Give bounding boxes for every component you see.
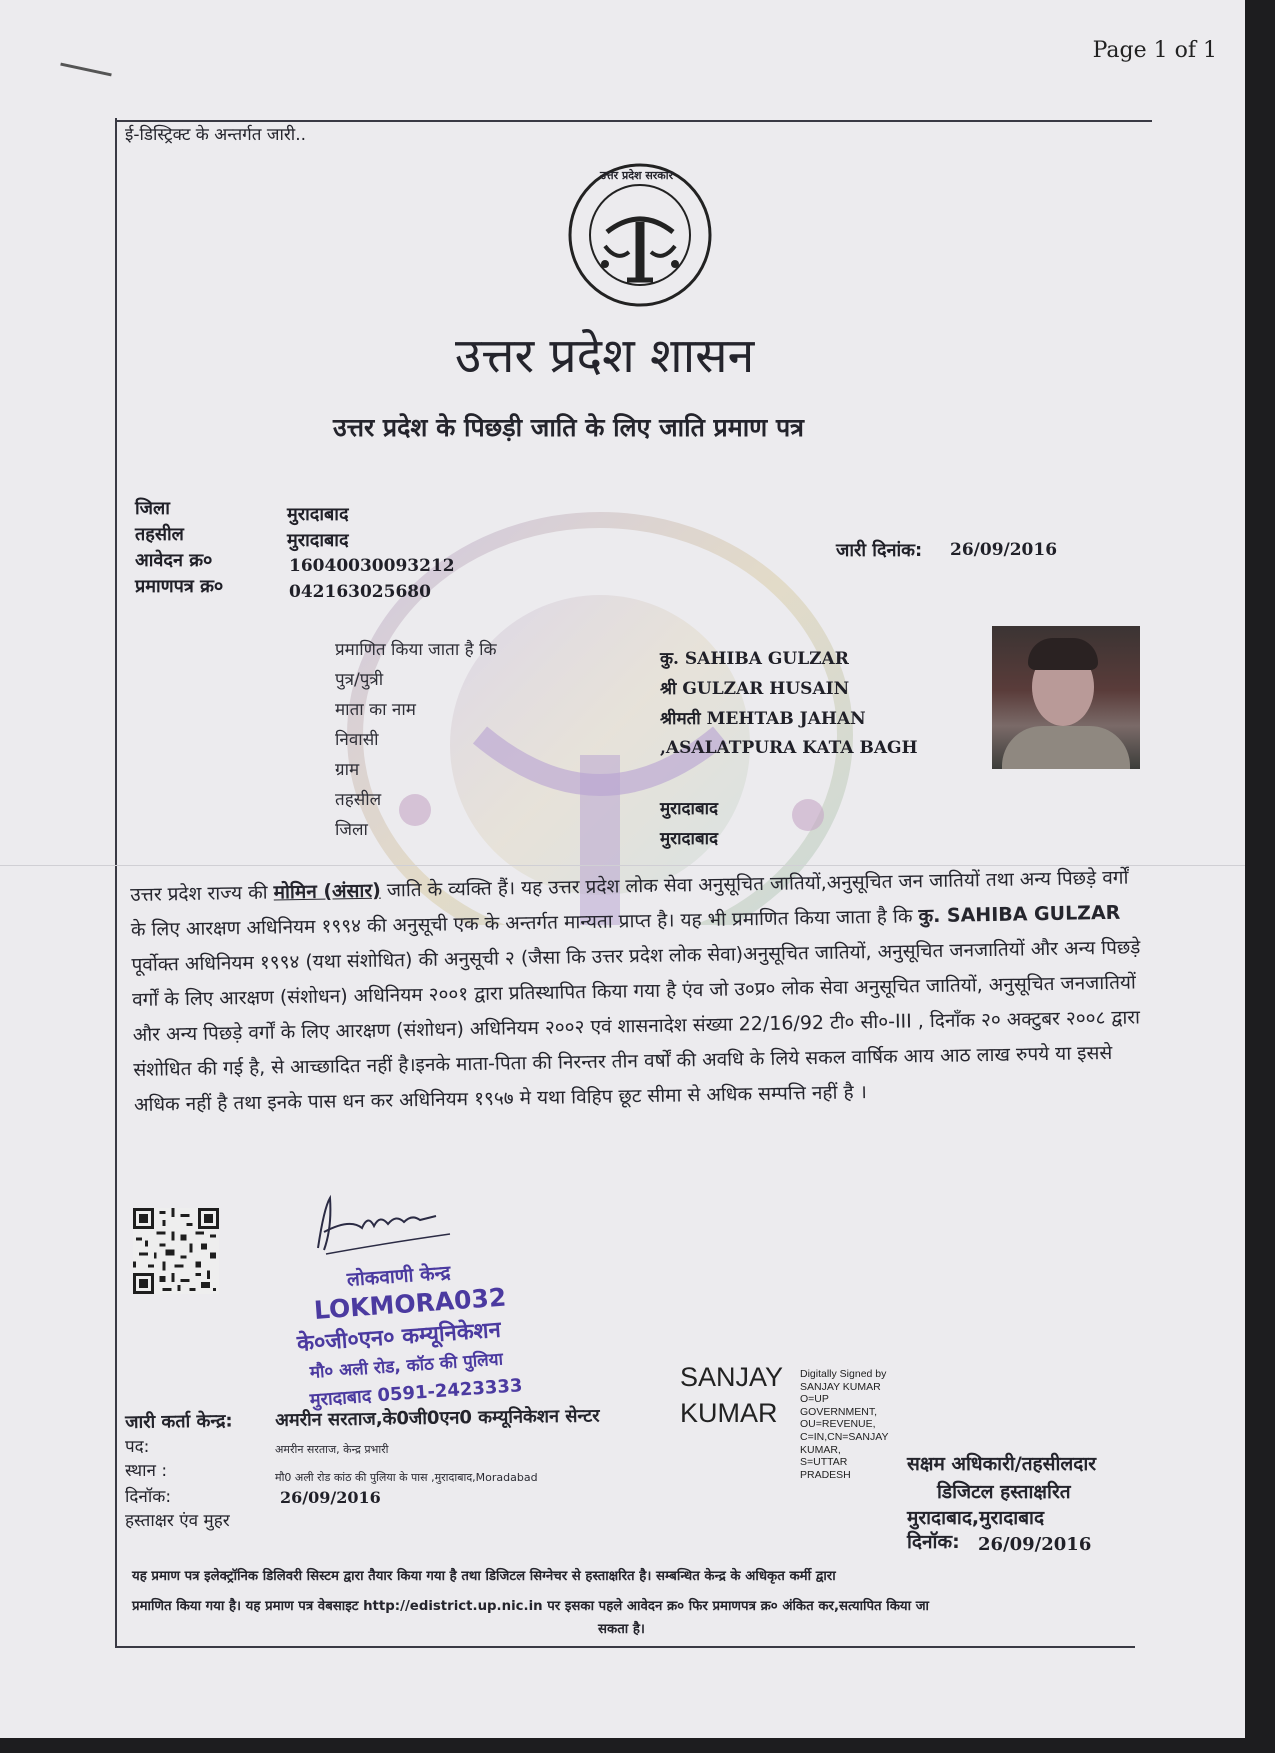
- authority-digitally-signed: डिजिटल हस्ताक्षरित: [937, 1481, 1071, 1503]
- meta-label-certificate-no: प्रमाणपत्र क्र०: [135, 576, 224, 597]
- detail-value-resident: ,ASALATPURA KATA BAGH: [660, 738, 918, 758]
- fold-crease: [0, 865, 1245, 866]
- footer-note-line-3: सकता है।: [598, 1622, 645, 1637]
- meta-value-certificate-no: 042163025680: [289, 582, 431, 602]
- digital-signature-detail-line: O=UP: [800, 1393, 829, 1406]
- meta-label-application-no: आवेदन क्र०: [135, 550, 213, 571]
- digital-signature-detail-line: PRADESH: [800, 1468, 851, 1481]
- issuer-center-label: जारी कर्ता केन्द्र:: [125, 1410, 233, 1433]
- certificate-body: [130, 860, 1144, 1123]
- issuer-date-label: दिनॉक:: [125, 1487, 172, 1507]
- detail-label-tehsil: तहसील: [335, 790, 382, 810]
- stamp-line-5: मुरादाबाद 0591-2423333: [309, 1375, 524, 1411]
- certificate-subtitle: उत्तर प्रदेश के पिछड़ी जाति के लिए जाति प्रमाण पत्र: [333, 413, 804, 442]
- footer-note-line-1: यह प्रमाण पत्र इलेक्ट्रॉनिक डिलिवरी सिस्टम द्वारा तैयार किया गया है तथा डिजिटल सिग्नेचर से हस्ताक्षरित है। सम्बन्धित केन्द्र के अधिकृत कर्मी द्वारा: [132, 1569, 836, 1584]
- body-text-2: जाति के व्यक्ति हैं। यह उत्तर प्रदेश लोक सेवा अनुसूचित जातियों,अनुसूचित जन जातियों तथा अन्य पिछड़े वर्गों के लिए आरक्षण अधिनियम १९९४ की अनुसूची एक के अन्तर्गत मान्यता प्राप्त है। यह भी प्रमाणित किया जाता है कि: [130, 866, 1129, 941]
- issuer-date-value: 26/09/2016: [280, 1488, 381, 1507]
- authority-date-label: दिनॉक:: [907, 1531, 960, 1553]
- caste-name: मोमिन (अंसार): [273, 879, 381, 904]
- digital-signature-name-1: SANJAY: [680, 1362, 784, 1392]
- header-note: ई-डिस्ट्रिक्ट के अन्तर्गत जारी..: [125, 125, 307, 145]
- meta-label-tehsil: तहसील: [135, 524, 184, 545]
- stamp-line-4: मौ० अली रोड, कॉठ की पुलिया: [309, 1349, 504, 1383]
- detail-value-name: कु. SAHIBA GULZAR: [660, 649, 849, 669]
- digital-signature-details: [800, 1368, 889, 1481]
- meta-value-application-no: 16040030093212: [289, 556, 455, 576]
- issue-date-label: जारी दिनांक:: [836, 540, 923, 561]
- stamp-line-3: के०जी०एन० कम्यूनिकेशन: [296, 1317, 502, 1357]
- body-text-1: उत्तर प्रदेश राज्य की: [130, 881, 274, 906]
- emblem-text: उत्तर प्रदेश सरकार: [600, 169, 674, 182]
- authority-date-value: 26/09/2016: [978, 1534, 1092, 1555]
- meta-value-district: मुरादाबाद: [287, 504, 349, 525]
- authority-title: सक्षम अधिकारी/तहसीलदार: [907, 1453, 1097, 1475]
- digital-signature-detail-line: S=UTTAR: [800, 1456, 848, 1469]
- meta-label-district: जिला: [135, 498, 170, 519]
- body-applicant-name: कु. SAHIBA GULZAR: [918, 901, 1121, 928]
- stamp-line-1: लोकवाणी केन्द्र: [346, 1261, 452, 1291]
- up-government-emblem-icon: [567, 162, 713, 308]
- digital-signature-detail-line: GOVERNMENT,: [800, 1405, 878, 1418]
- body-text-3: पूर्वोक्त अधिनियम १९९४ (यथा संशोधित) की अनुसूची २ (जैसा कि उत्तर प्रदेश लोक सेवा)अनुसूचित जातियों, अनुसूचित जनजातियों और अन्य पिछड़े वर्गों के लिए आरक्षण (संशोधन) अधिनियम २००१ द्वारा प्रतिस्थापित किया गया है एंव जो उ०प्र० लोक सेवा अनुसूचित जातियों, अनुसूचित जनजातियों और अन्य पिछड़े वर्गों के लिए आरक्षण (संशोधन) अधिनियम २००२ एवं शासनादेश संख्या 22/16/92 टी० सी०-III , दिनाँक २० अक्टुबर २००८ द्वारा संशोधित की गई है, से आच्छादित नहीं है।इनके माता-पिता की निरन्तर तीन वर्षों की अवधि के लिये सकल वार्षिक आय आठ लाख रुपये या इससे अधिक नहीं है तथा इनके पास धन कर अधिनियम १९५७ मे यथा विहिप छूट सीमा से अधिक सम्पत्ति नहीं है ।: [131, 936, 1141, 1116]
- authority-location: मुरादाबाद,मुरादाबाद: [907, 1507, 1045, 1529]
- detail-value-mother: श्रीमती MEHTAB JAHAN: [660, 709, 866, 729]
- detail-label-district: जिला: [335, 820, 368, 840]
- digital-signature-detail-line: OU=REVENUE,: [800, 1418, 876, 1431]
- detail-value-district: मुरादाबाद: [660, 829, 719, 849]
- detail-value-father: श्री GULZAR HUSAIN: [660, 679, 850, 699]
- detail-label-resident: निवासी: [335, 730, 379, 750]
- issuer-post-label: पद:: [125, 1437, 150, 1457]
- applicant-photo: [992, 626, 1140, 769]
- detail-label-certified: प्रमाणित किया जाता है कि: [335, 640, 497, 660]
- page-number: Page 1 of 1: [1092, 38, 1217, 63]
- issuer-center-value: अमरीन सरताज,के0जी0एन0 कम्यूनिकेशन सेन्टर: [275, 1405, 600, 1431]
- issue-date-value: 26/09/2016: [950, 540, 1058, 560]
- frame-bottom-line: [115, 1646, 1135, 1648]
- issuer-post-value: अमरीन सरताज, केन्द्र प्रभारी: [275, 1443, 389, 1456]
- issuer-place-value: मौ0 अली रोड कांठ की पुलिया के पास ,मुरादाबाद,Moradabad: [275, 1471, 538, 1484]
- staple-mark: [60, 63, 111, 77]
- page-title: उत्तर प्रदेश शासन: [455, 328, 755, 384]
- issuer-sign-label: हस्ताक्षर एंव मुहर: [125, 1511, 230, 1531]
- handwritten-signature: [310, 1188, 460, 1260]
- detail-value-tehsil: मुरादाबाद: [660, 799, 719, 819]
- issuer-place-label: स्थान :: [125, 1461, 168, 1481]
- digital-signature-detail-line: SANJAY KUMAR: [800, 1380, 881, 1393]
- digital-signature-detail-line: Digitally Signed by: [800, 1368, 887, 1380]
- detail-label-mother: माता का नाम: [335, 700, 416, 720]
- qr-code-icon: [133, 1208, 219, 1294]
- footer-note-line-2: प्रमाणित किया गया है। यह प्रमाण पत्र वेबसाइट http://edistrict.up.nic.in पर इसका पहले आवेदन क्र० फिर प्रमाणपत्र क्र० अंकित कर,सत्यापित किया जा: [132, 1599, 930, 1614]
- digital-signature-name-2: KUMAR: [680, 1398, 778, 1428]
- detail-label-child-of: पुत्र/पुत्री: [335, 670, 384, 690]
- stamp-line-2: LOKMORA032: [313, 1282, 508, 1325]
- digital-signature-detail-line: KUMAR,: [800, 1443, 841, 1456]
- digital-signature-detail-line: C=IN,CN=SANJAY: [800, 1430, 889, 1443]
- detail-label-village: ग्राम: [335, 760, 360, 780]
- meta-value-tehsil: मुरादाबाद: [287, 530, 349, 551]
